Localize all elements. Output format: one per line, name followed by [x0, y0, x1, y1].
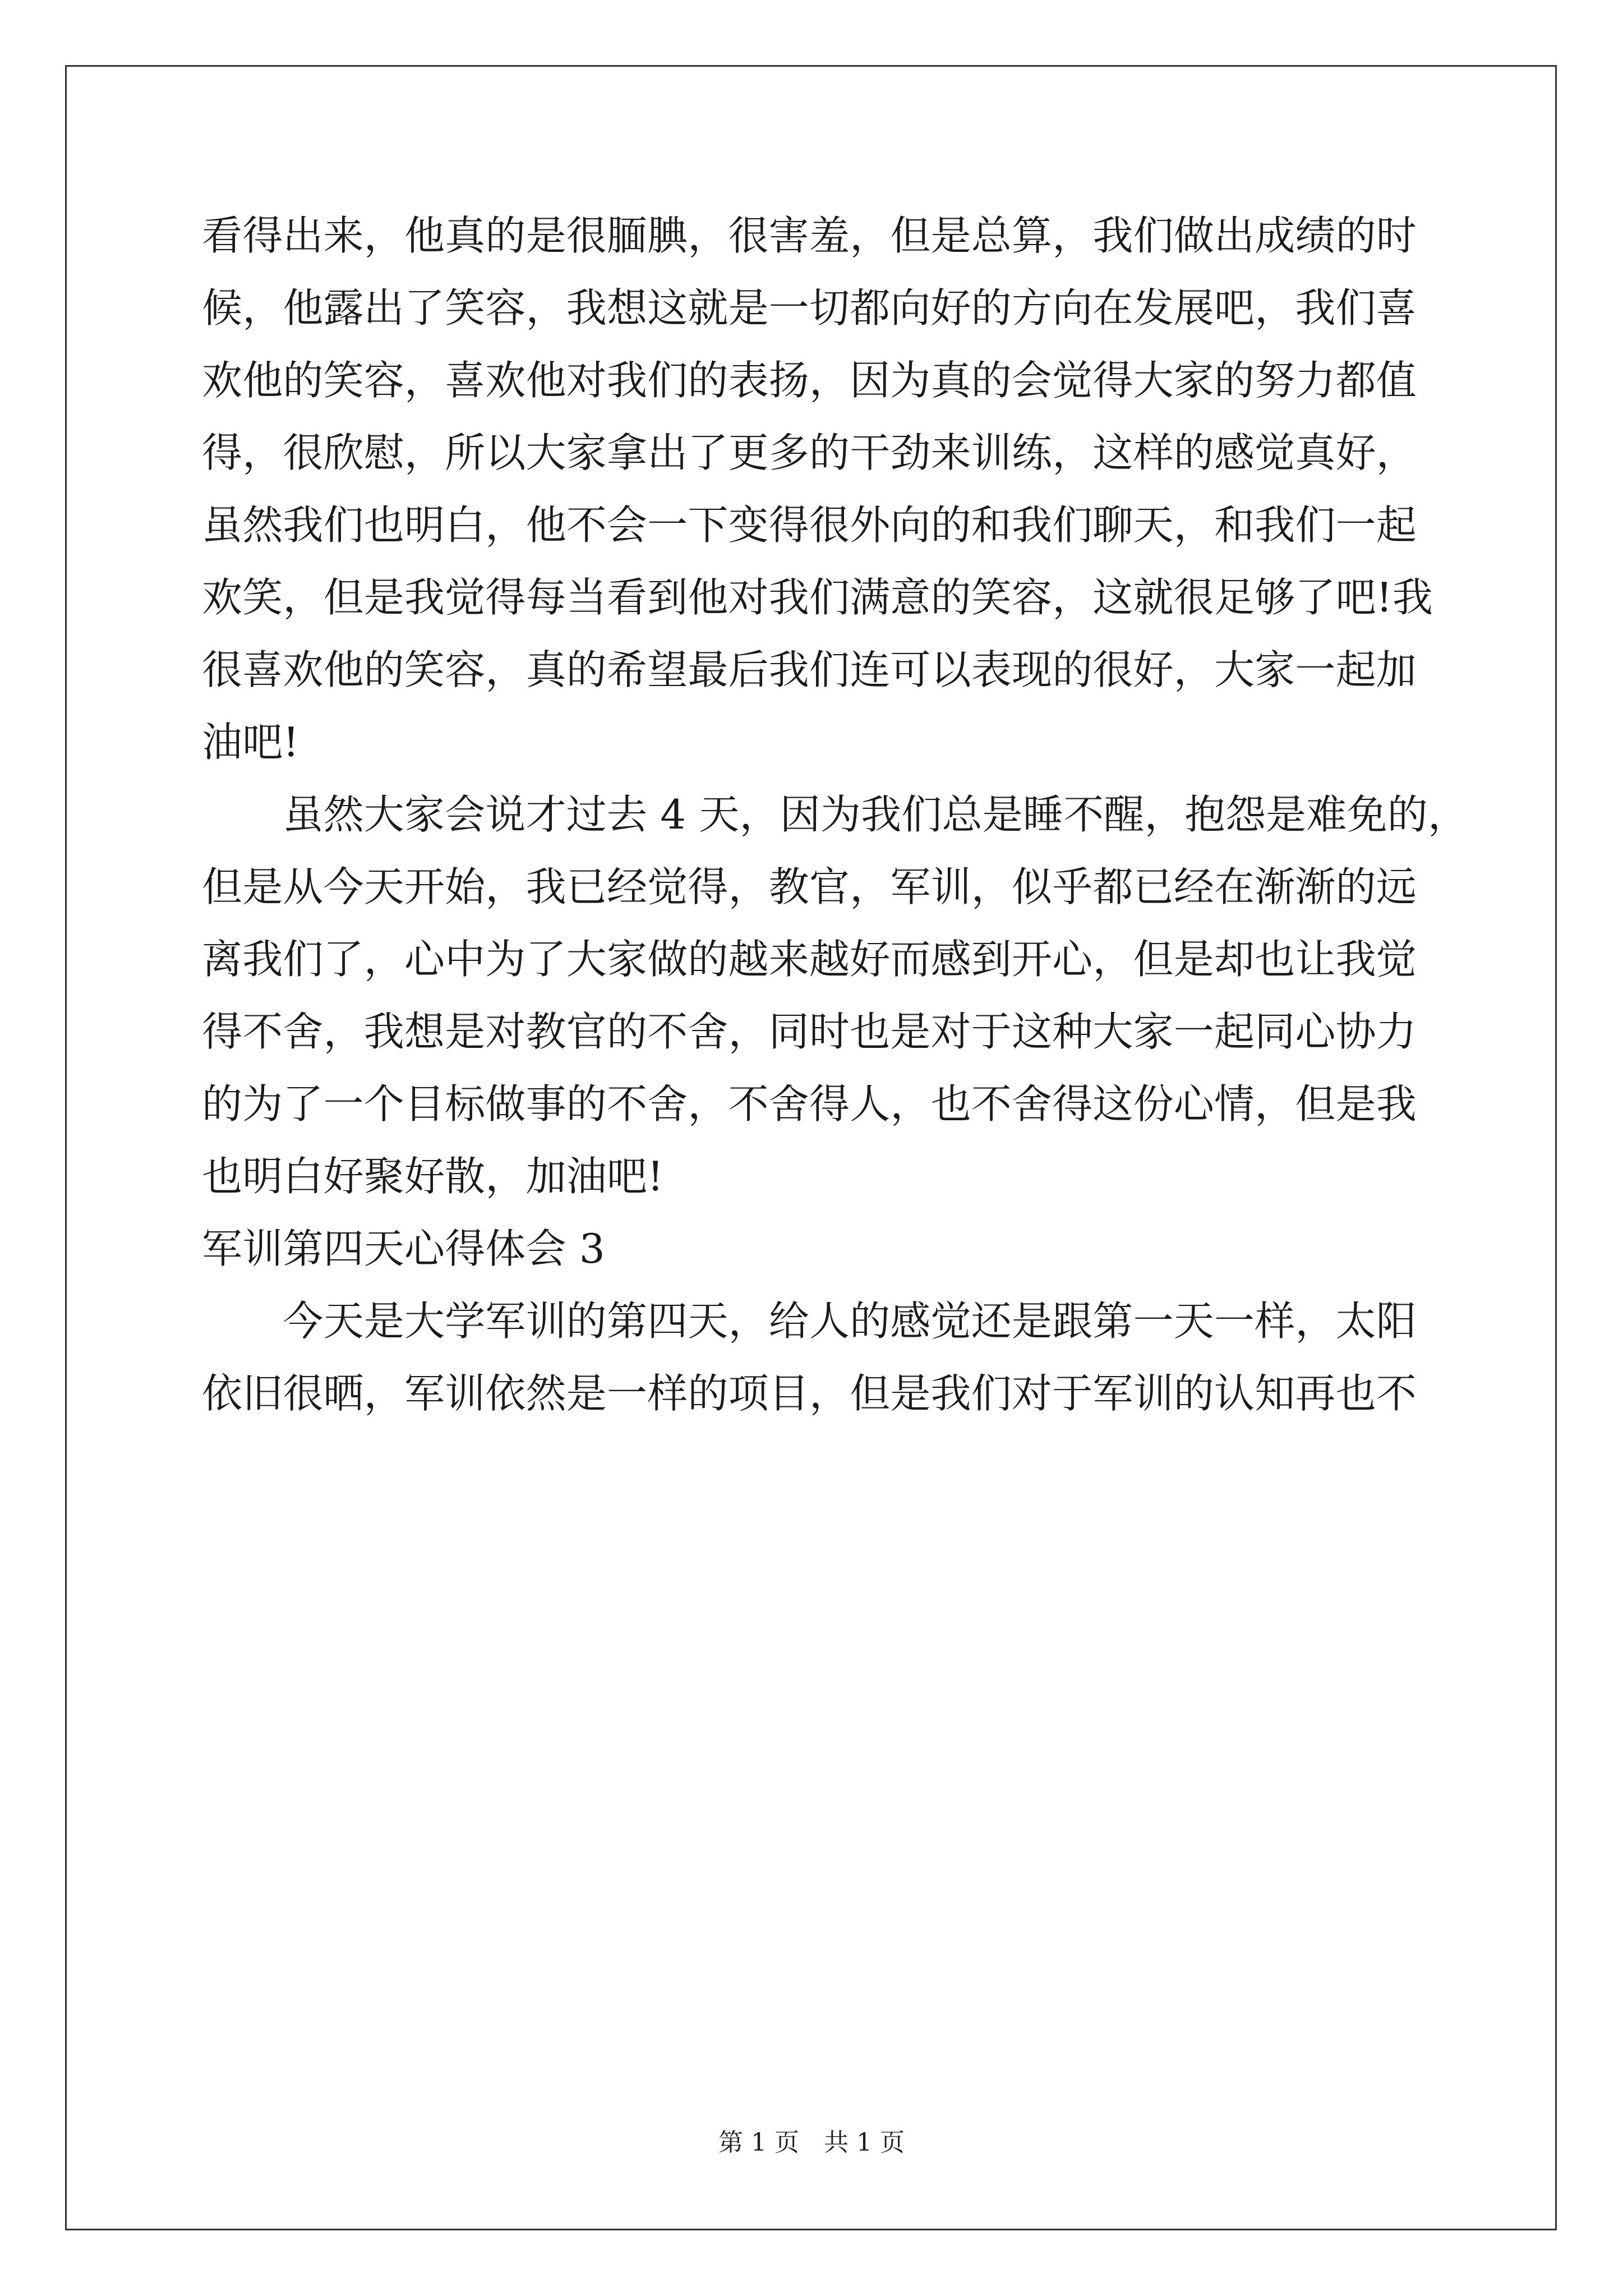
section-heading: 军训第四天心得体会 3 [202, 1225, 605, 1272]
text-line: 虽然我们也明白，他不会一下变得很外向的和我们聊天，和我们一起 [202, 501, 1417, 549]
text-line: 也明白好聚好散，加油吧! [202, 1153, 664, 1200]
text-line: 得，很欣慰，所以大家拿出了更多的干劲来训练，这样的感觉真好， [202, 429, 1417, 476]
text-line: 得不舍，我想是对教官的不舍，同时也是对于这种大家一起同心协力 [202, 1008, 1417, 1055]
text-line: 看得出来，他真的是很腼腆，很害羞，但是总算，我们做出成绩的时 [202, 212, 1417, 259]
page-footer: 第 1 页 共 1 页 [718, 2128, 905, 2157]
text-line: 的为了一个目标做事的不舍，不舍得人，也不舍得这份心情，但是我 [202, 1080, 1417, 1128]
text-line: 很喜欢他的笑容，真的希望最后我们连可以表现的很好，大家一起加 [202, 646, 1417, 693]
document-body [202, 208, 1469, 1438]
text-line: 欢他的笑容，喜欢他对我们的表扬，因为真的会觉得大家的努力都值 [202, 357, 1417, 404]
text-line: 但是从今天开始，我已经觉得，教官，军训，似乎都已经在渐渐的远 [202, 863, 1417, 910]
text-line: 依旧很晒，军训依然是一样的项目，但是我们对于军训的认知再也不 [202, 1370, 1417, 1417]
text-line: 今天是大学军训的第四天，给人的感觉还是跟第一天一样，太阳 [202, 1297, 1417, 1345]
text-line: 候，他露出了笑容，我想这就是一切都向好的方向在发展吧，我们喜 [202, 284, 1417, 332]
text-line: 离我们了，心中为了大家做的越来越好而感到开心，但是却也让我觉 [202, 936, 1417, 983]
text-line: 欢笑，但是我觉得每当看到他对我们满意的笑容，这就很足够了吧!我 [202, 574, 1433, 621]
text-line: 油吧! [202, 719, 299, 766]
text-line: 虽然大家会说才过去 4 天，因为我们总是睡不醒，抱怨是难免的， [202, 791, 1469, 838]
